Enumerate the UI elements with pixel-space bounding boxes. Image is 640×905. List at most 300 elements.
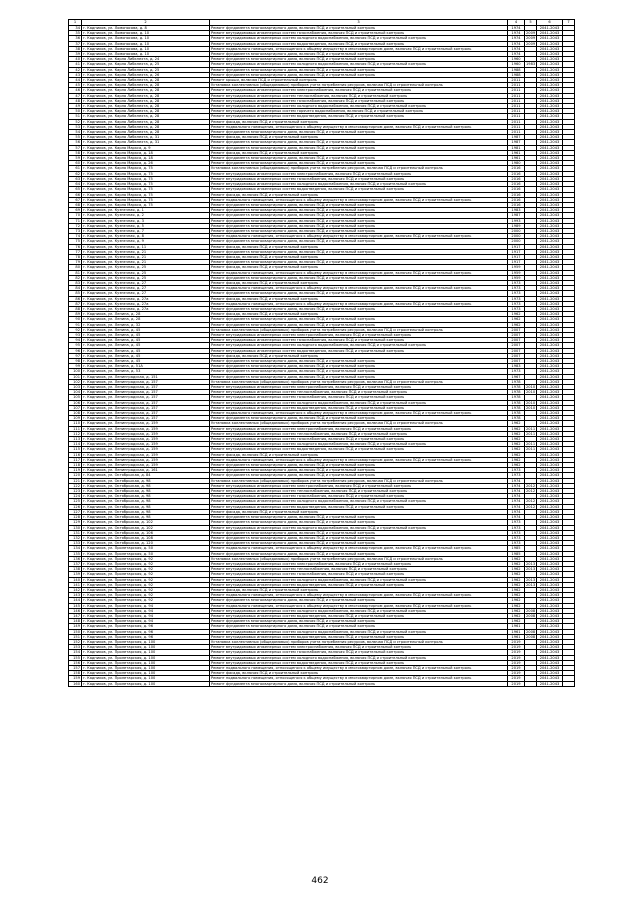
table-cell: 104: [69, 390, 82, 395]
table-cell: Ремонт фундамента многоквартирного дома, включая ПСД и строительный контроль: [210, 374, 508, 379]
table-cell: 50: [69, 109, 82, 114]
table-cell: 109: [69, 416, 82, 421]
table-cell: г. Кадников, ул. Карла Либкнехта, д. 28: [82, 114, 210, 119]
table-cell: Ремонт внутридомовых инженерных систем электроснабжения, включая ПСД и строительный контроль: [210, 171, 508, 176]
table-cell: 2041-2043: [537, 119, 563, 124]
table-cell: 1974: [508, 515, 525, 520]
table-cell: Ремонт фасада, включая ПСД и строительный контроль: [210, 254, 508, 259]
table-cell: 1962: [508, 447, 525, 452]
table-cell: 2041-2043: [537, 98, 563, 103]
table-cell: 2041-2043: [537, 26, 563, 31]
table-cell: 2019: [508, 639, 525, 644]
table-cell: 135: [69, 551, 82, 556]
table-cell: Ремонт фасада, включая ПСД и строительный контроль: [210, 265, 508, 270]
table-cell: 89: [69, 312, 82, 317]
table-cell: Ремонт фасада, включая ПСД и строительный контроль: [210, 150, 508, 155]
table-cell: 1961: [508, 624, 525, 629]
table-cell: 1959: [508, 270, 525, 275]
table-cell: г. Кадников, ул. Ленина, д. 45: [82, 343, 210, 348]
table-cell: 116: [69, 452, 82, 457]
table-cell: [525, 681, 537, 686]
table-cell: Ремонт внутридомовых инженерных систем газоснабжения, включая ПСД и строительный контроль: [210, 494, 508, 499]
table-cell: 2041-2043: [537, 338, 563, 343]
table-cell: Ремонт внутридомовых инженерных систем теплоснабжения, включая ПСД и строительный контроль: [210, 390, 508, 395]
table-cell: г. Кадников, ул. Карла Либкнехта, д. 28: [82, 109, 210, 114]
table-cell: г. Кадников, ул. Октябрьская, д. 98: [82, 494, 210, 499]
table-cell: 2019: [508, 655, 525, 660]
table-cell: 61: [69, 166, 82, 171]
table-cell: г. Кадников, ул. Пролетарская, д. 94: [82, 603, 210, 608]
table-cell: Установка коллективных (общедомовых) приборов учета потребления ресурсов, включая ПСД и строительный контроль: [210, 327, 508, 332]
table-cell: 2041-2043: [537, 556, 563, 561]
table-cell: 2041-2043: [537, 317, 563, 322]
table-cell: Ремонт внутридомовых инженерных систем водоотведения, включая ПСД и строительный контроль: [210, 634, 508, 639]
table-cell: 2007: [508, 343, 525, 348]
table-cell: г. Кадников, ул. Пролетарская, д. 96: [82, 624, 210, 629]
table-cell: 2041-2043: [537, 244, 563, 249]
table-cell: 2041-2043: [537, 619, 563, 624]
table-cell: Ремонт внутридомовых инженерных систем газоснабжения, включая ПСД и строительный контроль: [210, 437, 508, 442]
table-cell: 2011: [508, 109, 525, 114]
table-cell: 2016: [508, 171, 525, 176]
table-row: [69, 681, 575, 686]
table-cell: 2007: [508, 338, 525, 343]
table-cell: 149: [69, 624, 82, 629]
table-cell: 2041-2043: [537, 332, 563, 337]
table-cell: 129: [69, 520, 82, 525]
table-cell: 2041-2043: [537, 681, 563, 686]
table-cell: 139: [69, 572, 82, 577]
table-cell: 2019: [508, 671, 525, 676]
table-cell: Ремонт внутридомовых инженерных систем электроснабжения, включая ПСД и строительный контроль: [210, 332, 508, 337]
table-cell: 2041-2043: [537, 213, 563, 218]
table-cell: г. Кадников, ул. Пролетарская, д. 100: [82, 671, 210, 676]
table-cell: 146: [69, 608, 82, 613]
table-cell: 78: [69, 254, 82, 259]
table-cell: 2013: [526, 561, 536, 566]
table-cell: 2041-2043: [537, 509, 563, 514]
table-cell: 1961: [508, 156, 525, 161]
table-cell: 2041-2043: [537, 197, 563, 202]
table-cell: 1962: [508, 577, 525, 582]
table-cell: Ремонт фасада, включая ПСД и строительный контроль: [210, 452, 508, 457]
column-header: 6: [537, 20, 563, 26]
table-cell: Ремонт внутридомовых инженерных систем электроснабжения, включая ПСД и строительный контроль: [210, 561, 508, 566]
table-cell: г. Кадников, ул. Октябрьская, д. 108: [82, 535, 210, 540]
table-cell: 117: [69, 457, 82, 462]
table-cell: 2011: [526, 426, 536, 431]
table-cell: г. Кадников, ул. Карла Либкнехта, д. 25: [82, 62, 210, 67]
table-cell: Ремонт фасада, включая ПСД и строительный контроль: [210, 353, 508, 358]
table-cell: Ремонт фундамента многоквартирного дома, включая ПСД и строительный контроль: [210, 515, 508, 520]
table-cell: 155: [69, 655, 82, 660]
table-cell: 2041-2043: [537, 582, 563, 587]
table-cell: Ремонт внутридомовых инженерных систем газоснабжения, включая ПСД и строительный контроль: [210, 31, 508, 36]
table-cell: г. Кадников, ул. Ленина, д. 45: [82, 353, 210, 358]
table-cell: г. Кадников, ул. Пролетарская, д. 100: [82, 655, 210, 660]
table-cell: 2041-2043: [537, 577, 563, 582]
table-cell: г. Кадников, ул. Ленина, д. 45: [82, 348, 210, 353]
table-cell: Ремонт внутридомовых инженерных систем горячего водоснабжения, включая ПСД и строительный контроль: [210, 109, 508, 114]
table-cell: 1962: [508, 593, 525, 598]
table-cell: Ремонт внутридомовых инженерных систем холодного водоснабжения, включая ПСД и строительный контроль: [210, 577, 508, 582]
table-cell: Ремонт внутридомовых инженерных систем холодного водоснабжения, включая ПСД и строительный контроль: [210, 608, 508, 613]
table-cell: г. Кадников, ул. Пролетарская, д. 96: [82, 629, 210, 634]
table-cell: 1974: [508, 509, 525, 514]
table-cell: 108: [69, 411, 82, 416]
table-cell: 91: [69, 322, 82, 327]
table-cell: 2041-2043: [537, 650, 563, 655]
table-cell: Ремонт фундамента многоквартирного дома, включая ПСД и строительный контроль: [210, 535, 508, 540]
table-cell: 79: [69, 260, 82, 265]
table-cell: 2041-2043: [537, 359, 563, 364]
table-cell: Ремонт фундамента многоквартирного дома, включая ПСД и строительный контроль: [210, 223, 508, 228]
table-cell: Ремонт подвального помещения, относящегося к общему имуществу в многоквартирном доме, включая ПСД и строительный контроль: [210, 546, 508, 551]
table-cell: Ремонт фундамента многоквартирного дома, включая ПСД и строительный контроль: [210, 202, 508, 207]
table-cell: 2041-2043: [537, 416, 563, 421]
table-cell: 1974: [508, 499, 525, 504]
table-cell: 2041-2043: [537, 494, 563, 499]
table-cell: 2012: [526, 499, 536, 504]
table-cell: Ремонт подвального помещения, относящегося к общему имуществу в многоквартирном доме, включая ПСД и строительный контроль: [210, 411, 508, 416]
table-cell: г. Кадников, ул. Ломоносова, д. 10: [82, 31, 210, 36]
document-page: [68, 19, 574, 687]
table-cell: 1917: [508, 244, 525, 249]
table-cell: 1978: [508, 395, 525, 400]
table-cell: 69: [69, 208, 82, 213]
table-cell: 74: [69, 234, 82, 239]
table-cell: 130: [69, 525, 82, 530]
table-cell: 1974: [508, 478, 525, 483]
table-cell: 2007: [508, 348, 525, 353]
table-cell: г. Кадников, ул. Карла Либкнехта, д. 28: [82, 130, 210, 135]
table-cell: 1973: [508, 535, 525, 540]
table-cell: 1961: [508, 629, 525, 634]
table-cell: Ремонт внутридомовых инженерных систем водоотведения, включая ПСД и строительный контроль: [210, 613, 508, 618]
table-cell: 1973: [508, 530, 525, 535]
table-cell: г. Кадников, ул. Кузнечная, д. 27а: [82, 301, 210, 306]
table-cell: 2041-2043: [537, 374, 563, 379]
table-cell: г. Кадников, ул. Ленина, д. 32: [82, 322, 210, 327]
table-cell: 2041-2043: [537, 483, 563, 488]
table-cell: 144: [69, 598, 82, 603]
table-cell: 1962: [508, 312, 525, 317]
table-cell: 1978: [508, 411, 525, 416]
table-cell: г. Кадников, ул. Пролетарская, д. 92: [82, 567, 210, 572]
table-cell: г. Кадников, ул. Карла Маркса, д. 75: [82, 202, 210, 207]
table-cell: 2019: [508, 650, 525, 655]
table-cell: Ремонт фундамента многоквартирного дома, включая ПСД и строительный контроль: [210, 530, 508, 535]
table-cell: 2041-2043: [537, 145, 563, 150]
table-cell: Ремонт внутридомовых инженерных систем электроснабжения, включая ПСД и строительный контроль: [210, 483, 508, 488]
table-cell: Установка коллективных (общедомовых) приборов учета потребления ресурсов, включая ПСД и строительный контроль: [210, 639, 508, 644]
table-cell: 80: [69, 265, 82, 270]
table-cell: 53: [69, 124, 82, 129]
table-cell: 1961: [508, 634, 525, 639]
table-cell: г. Кадников, ул. Ленинградская, д. 157: [82, 416, 210, 421]
table-cell: г. Кадников, ул. Ленина, д. 45: [82, 327, 210, 332]
table-cell: 2041-2043: [537, 504, 563, 509]
table-cell: г. Кадников, ул. Кузнечная, д. 27: [82, 286, 210, 291]
table-cell: 2008: [526, 634, 536, 639]
table-cell: г. Кадников, ул. Пролетарская, д. 92: [82, 577, 210, 582]
table-cell: 2041-2043: [537, 364, 563, 369]
table-cell: г. Кадников, ул. Карла Либкнехта, д. 28: [82, 104, 210, 109]
table-cell: 2041-2043: [537, 135, 563, 140]
table-cell: 2041-2043: [537, 202, 563, 207]
table-cell: 2041-2043: [537, 72, 563, 77]
table-cell: 2041-2043: [537, 405, 563, 410]
table-cell: 2041-2043: [537, 489, 563, 494]
table-cell: 2041-2043: [537, 546, 563, 551]
table-cell: 1962: [508, 431, 525, 436]
table-cell: 2041-2043: [537, 447, 563, 452]
table-cell: г. Кадников, ул. Октябрьская, д. 98: [82, 515, 210, 520]
table-cell: г. Кадников, ул. Ленинградская, д. 159: [82, 452, 210, 457]
table-cell: 118: [69, 463, 82, 468]
table-cell: г. Кадников, ул. Карла Маркса, д. 75: [82, 182, 210, 187]
table-cell: 34: [69, 26, 82, 31]
table-cell: 2041-2043: [537, 234, 563, 239]
table-cell: 1961: [508, 150, 525, 155]
table-cell: 62: [69, 171, 82, 176]
table-cell: 123: [69, 489, 82, 494]
table-cell: 2041-2043: [537, 150, 563, 155]
table-cell: 1987: [508, 213, 525, 218]
table-cell: г. Кадников, ул. Октябрьская, д. 98: [82, 489, 210, 494]
table-cell: 42: [69, 67, 82, 72]
table-cell: Ремонт внутридомовых инженерных систем газоснабжения, включая ПСД и строительный контроль: [210, 650, 508, 655]
table-cell: 2007: [508, 359, 525, 364]
table-cell: Ремонт внутридомовых инженерных систем электроснабжения, включая ПСД и строительный контроль: [210, 426, 508, 431]
table-cell: Ремонт внутридомовых инженерных систем холодного водоснабжения, включая ПСД и строительный контроль: [210, 629, 508, 634]
table-cell: 2016: [508, 166, 525, 171]
table-cell: Ремонт подвального помещения, относящегося к общему имуществу в многоквартирном доме, включая ПСД и строительный контроль: [210, 665, 508, 670]
table-cell: г. Кадников, ул. Кузнечная, д. 11: [82, 244, 210, 249]
table-cell: 100: [69, 369, 82, 374]
table-cell: 110: [69, 421, 82, 426]
table-cell: 2010: [526, 405, 536, 410]
table-cell: г. Кадников, ул. Карла Либкнехта, д. 28: [82, 78, 210, 83]
table-cell: 2041-2043: [537, 88, 563, 93]
table-cell: 2041-2043: [537, 452, 563, 457]
table-cell: 106: [69, 400, 82, 405]
table-cell: 1993: [508, 218, 525, 223]
table-cell: Ремонт внутридомовых инженерных систем водоотведения, включая ПСД и строительный контроль: [210, 41, 508, 46]
table-cell: 2011: [508, 88, 525, 93]
table-cell: Ремонт фасада, включая ПСД и строительный контроль: [210, 296, 508, 301]
table-cell: 1983: [526, 62, 536, 67]
table-cell: 124: [69, 494, 82, 499]
table-cell: Ремонт фасада, включая ПСД и строительный контроль: [210, 280, 508, 285]
table-cell: 71: [69, 218, 82, 223]
table-cell: г. Кадников, ул. Карла Либкнехта, д. 31: [82, 140, 210, 145]
table-cell: г. Кадников, ул. Ленинградская, д. 157: [82, 390, 210, 395]
table-cell: г. Кадников, ул. Пролетарская, д. 50: [82, 546, 210, 551]
column-header: 2: [82, 20, 210, 26]
table-cell: 158: [69, 671, 82, 676]
table-cell: 1981: [508, 145, 525, 150]
column-header: 1: [69, 20, 82, 26]
table-cell: г. Кадников, ул. Кузнечная, д. 5: [82, 223, 210, 228]
table-cell: г. Кадников, ул. Октябрьская, д. 98: [82, 504, 210, 509]
table-cell: 73: [69, 228, 82, 233]
table-cell: 1917: [508, 254, 525, 259]
table-cell: Ремонт фасада, включая ПСД и строительный контроль: [210, 671, 508, 676]
table-cell: 97: [69, 353, 82, 358]
table-cell: 2041-2043: [537, 124, 563, 129]
table-cell: 1973: [508, 525, 525, 530]
table-cell: Ремонт фундамента многоквартирного дома, включая ПСД и строительный контроль: [210, 239, 508, 244]
table-cell: г. Кадников, ул. Карла Маркса, д. 75: [82, 171, 210, 176]
table-cell: 1962: [508, 452, 525, 457]
table-cell: 2008: [526, 629, 536, 634]
table-cell: 1960: [508, 62, 525, 67]
table-cell: 2041-2043: [537, 572, 563, 577]
table-cell: 1988: [508, 72, 525, 77]
table-cell: 82: [69, 275, 82, 280]
table-cell: 141: [69, 582, 82, 587]
table-cell: г. Кадников, ул. Карла Либкнехта, д. 24: [82, 57, 210, 62]
table-cell: 2019: [508, 660, 525, 665]
table-cell: 105: [69, 395, 82, 400]
table-cell: Ремонт фундамента многоквартирного дома, включая ПСД и строительный контроль: [210, 369, 508, 374]
table-cell: 1960: [508, 57, 525, 62]
table-cell: 2041-2043: [537, 671, 563, 676]
table-cell: г. Кадников, ул. Октябрьская, д. 106: [82, 530, 210, 535]
table-cell: 1987: [508, 140, 525, 145]
table-cell: Ремонт фундамента многоквартирного дома, включая ПСД и строительный контроль: [210, 551, 508, 556]
table-cell: 2041-2043: [537, 587, 563, 592]
table-cell: Ремонт внутридомовых инженерных систем газоснабжения, включая ПСД и строительный контроль: [210, 572, 508, 577]
table-cell: 1974: [508, 52, 525, 57]
table-cell: 2016: [508, 202, 525, 207]
table-cell: 2007: [508, 353, 525, 358]
table-cell: Ремонт внутридомовых инженерных систем водоотведения, включая ПСД и строительный контроль: [210, 582, 508, 587]
table-cell: Установка коллективных (общедомовых) приборов учета потребления ресурсов, включая ПСД и строительный контроль: [210, 166, 508, 171]
table-cell: г. Кадников, ул. Октябрьская, д. 98: [82, 509, 210, 514]
table-cell: 2011: [508, 124, 525, 129]
table-cell: г. Кадников, ул. Карла Маркса, д. 75: [82, 176, 210, 181]
table-cell: г. Кадников, ул. Ленинградская, д. 161: [82, 468, 210, 473]
table-cell: г. Кадников, ул. Ленинградская, д. 157: [82, 379, 210, 384]
table-cell: г. Кадников, ул. Кузнечная, д. 27а: [82, 306, 210, 311]
table-cell: Установка коллективных (общедомовых) приборов учета потребления ресурсов, включая ПСД и строительный контроль: [210, 421, 508, 426]
table-cell: Ремонт фундамента многоквартирного дома, включая ПСД и строительный контроль: [210, 161, 508, 166]
table-cell: г. Кадников, ул. Ленинградская, д. 157: [82, 385, 210, 390]
table-cell: 2013: [526, 577, 536, 582]
table-cell: 2009: [526, 31, 536, 36]
column-header: 5: [525, 20, 537, 26]
table-cell: 2041-2043: [537, 41, 563, 46]
table-cell: 1974: [508, 46, 525, 51]
table-cell: 114: [69, 442, 82, 447]
table-cell: 2041-2043: [537, 208, 563, 213]
table-cell: г. Кадников, ул. Ленинградская, д. 159: [82, 421, 210, 426]
table-cell: Ремонт подвального помещения, относящегося к общему имуществу в многоквартирном доме, включая ПСД и строительный контроль: [210, 270, 508, 275]
table-cell: 36: [69, 36, 82, 41]
table-cell: 102: [69, 379, 82, 384]
table-cell: 2041-2043: [537, 598, 563, 603]
table-cell: 76: [69, 244, 82, 249]
table-cell: 2041-2043: [537, 114, 563, 119]
table-cell: 1978: [508, 405, 525, 410]
table-cell: 1974: [508, 26, 525, 31]
table-cell: г. Кадников, ул. Ленинградская, д. 159: [82, 457, 210, 462]
table-cell: 132: [69, 535, 82, 540]
table-cell: 2041-2043: [537, 260, 563, 265]
table-cell: Ремонт фундамента многоквартирного дома, включая ПСД и строительный контроль: [210, 140, 508, 145]
table-cell: 115: [69, 447, 82, 452]
table-cell: 112: [69, 431, 82, 436]
table-cell: Ремонт внутридомовых инженерных систем газоснабжения, включая ПСД и строительный контроль: [210, 98, 508, 103]
table-cell: Ремонт фундамента многоквартирного дома, включая ПСД и строительный контроль: [210, 541, 508, 546]
table-cell: 119: [69, 468, 82, 473]
table-cell: 151: [69, 634, 82, 639]
table-cell: Ремонт внутридомовых инженерных систем холодного водоснабжения, включая ПСД и строительный контроль: [210, 499, 508, 504]
table-cell: г. Кадников, ул. Карла Маркса, д. 75: [82, 166, 210, 171]
table-cell: 2041-2043: [537, 62, 563, 67]
table-cell: г. Кадников, ул. Ломоносова, д. 10: [82, 36, 210, 41]
table-cell: 2041-2043: [537, 655, 563, 660]
table-cell: Ремонт внутридомовых инженерных систем водоотведения, включая ПСД и строительный контроль: [210, 114, 508, 119]
table-cell: 38: [69, 46, 82, 51]
table-cell: 121: [69, 478, 82, 483]
table-cell: г. Кадников, ул. Октябрьская, д. 98: [82, 478, 210, 483]
table-cell: 2019: [508, 681, 525, 686]
table-cell: 1962: [508, 572, 525, 577]
table-cell: г. Кадников, ул. Ленина, д. 28: [82, 312, 210, 317]
table-cell: г. Кадников, ул. Кузнечная, д. 25: [82, 270, 210, 275]
table-cell: г. Кадников, ул. Ленинградская, д. 157: [82, 395, 210, 400]
table-cell: 147: [69, 613, 82, 618]
table-cell: 2041-2043: [537, 515, 563, 520]
table-cell: Ремонт фундамента многоквартирного дома, включая ПСД и строительный контроль: [210, 364, 508, 369]
table-cell: 60: [69, 161, 82, 166]
table-cell: 140: [69, 577, 82, 582]
table-cell: г. Кадников, ул. Карла Маркса, д. 18: [82, 156, 210, 161]
column-header: 7: [563, 20, 575, 26]
table-cell: Ремонт внутридомовых инженерных систем холодного водоснабжения, включая ПСД и строительный контроль: [210, 400, 508, 405]
table-cell: 2010: [526, 390, 536, 395]
table-cell: 159: [69, 676, 82, 681]
table-cell: г. Кадников, ул. Кузнечная, д. 8: [82, 234, 210, 239]
table-cell: 1962: [508, 322, 525, 327]
table-cell: 1962: [508, 608, 525, 613]
table-cell: Ремонт фасада, включая ПСД и строительный контроль: [210, 244, 508, 249]
table-cell: 2011: [508, 83, 525, 88]
table-cell: 133: [69, 541, 82, 546]
table-cell: 2041-2043: [537, 426, 563, 431]
table-cell: 2041-2043: [537, 228, 563, 233]
table-cell: 90: [69, 317, 82, 322]
table-cell: 2041-2043: [537, 629, 563, 634]
table-cell: 2011: [508, 104, 525, 109]
table-cell: г. Кадников, ул. Кузнечная, д. 27: [82, 291, 210, 296]
table-cell: г. Кадников, ул. Пролетарская, д. 92: [82, 598, 210, 603]
table-cell: 99: [69, 364, 82, 369]
table-cell: 120: [69, 473, 82, 478]
table-cell: Ремонт внутридомовых инженерных систем холодного водоснабжения, включая ПСД и строительный контроль: [210, 36, 508, 41]
table-cell: Ремонт фундамента многоквартирного дома, включая ПСД и строительный контроль: [210, 619, 508, 624]
table-cell: 1978: [508, 400, 525, 405]
table-cell: 2041-2043: [537, 660, 563, 665]
table-cell: 84: [69, 286, 82, 291]
table-cell: г. Кадников, ул. Ломоносова, д. 10: [82, 46, 210, 51]
table-cell: 122: [69, 483, 82, 488]
table-cell: Ремонт внутридомовых инженерных систем холодного водоснабжения, включая ПСД и строительный контроль: [210, 182, 508, 187]
table-cell: г. Кадников, ул. Октябрьская, д. 84: [82, 473, 210, 478]
